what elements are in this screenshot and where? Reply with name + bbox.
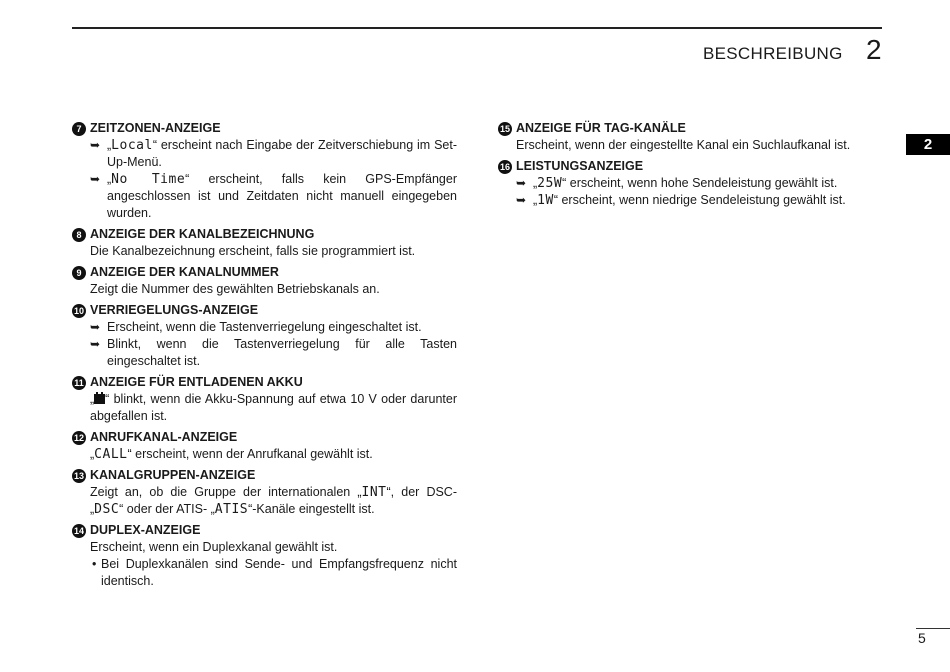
arrow-item — [72, 319, 457, 336]
left-column — [72, 120, 457, 594]
section-heading — [72, 226, 457, 243]
arrow-item — [72, 336, 457, 370]
battery-low-icon — [94, 394, 105, 404]
section-7 — [72, 120, 457, 222]
item-number-badge: 9 — [72, 266, 86, 280]
quote-open: „ — [533, 176, 538, 190]
body-text: “ erscheint, wenn der Anrufkanal gewählt ist. — [127, 447, 373, 461]
section-heading — [498, 120, 883, 137]
section-11 — [72, 374, 457, 425]
chapter-number: 2 — [866, 34, 882, 65]
heading-text: VERRIEGELUNGS-ANZEIGE — [90, 303, 259, 317]
right-column — [498, 120, 883, 213]
body-text: “, der DSC-„ — [90, 485, 457, 516]
section-title: BESCHREIBUNG — [703, 44, 843, 63]
arrow-item — [72, 137, 457, 171]
lcd-text: ATIS — [214, 502, 249, 517]
item-text — [533, 175, 883, 192]
lcd-text: INT — [361, 485, 387, 500]
section-heading — [72, 467, 457, 484]
section-13 — [72, 467, 457, 518]
body-text: Zeigt an, ob die Gruppe der internationalen „ — [90, 485, 362, 499]
quote-open: „ — [107, 172, 112, 186]
bullet-icon: • — [92, 557, 97, 571]
item-desc: “ erscheint nach Eingabe der Zeitverschiebung im Set-Up-Menü. — [107, 138, 457, 169]
section-heading — [72, 374, 457, 391]
arrow-item — [498, 175, 883, 192]
section-heading — [72, 522, 457, 539]
section-body: Zeigt die Nummer des gewählten Betriebskanals an. — [90, 282, 380, 296]
arrow-icon: ➥ — [516, 193, 527, 207]
section-14 — [72, 522, 457, 590]
body-text: “ oder der ATIS- „ — [119, 502, 215, 516]
item-number-badge: 13 — [73, 470, 84, 481]
quote-open: „ — [533, 193, 538, 207]
lcd-text: 25W — [537, 176, 563, 191]
bullet-item — [72, 556, 457, 590]
section-heading — [498, 158, 883, 175]
section-heading — [72, 264, 457, 281]
item-number-badge: 16 — [499, 161, 510, 172]
section-body — [72, 391, 457, 425]
arrow-item — [498, 192, 883, 209]
heading-text: ANZEIGE FÜR TAG-KANÄLE — [516, 121, 686, 135]
item-number-badge: 11 — [72, 376, 86, 390]
item-number-badge: 7 — [72, 122, 86, 136]
item-number-badge: 15 — [499, 123, 510, 134]
section-heading — [72, 429, 457, 446]
section-body: Die Kanalbezeichnung erscheint, falls sie programmiert ist. — [90, 244, 416, 258]
lcd-text: CALL — [94, 447, 128, 462]
chapter-tab: 2 — [906, 134, 950, 155]
heading-text: ZEITZONEN-ANZEIGE — [90, 121, 221, 135]
arrow-icon: ➥ — [90, 337, 101, 351]
section-16 — [498, 158, 883, 209]
heading-text: DUPLEX-ANZEIGE — [90, 523, 201, 537]
section-8 — [72, 226, 457, 260]
section-heading — [72, 302, 457, 319]
heading-text: ANZEIGE FÜR ENTLADENEN AKKU — [90, 375, 303, 389]
item-number-badge: 8 — [72, 228, 86, 242]
lcd-text: No Time — [111, 172, 186, 187]
item-text — [107, 137, 457, 171]
section-9 — [72, 264, 457, 298]
item-desc: “ erscheint, wenn hohe Sendeleistung gewählt ist. — [562, 176, 838, 190]
section-body: Erscheint, wenn ein Duplexkanal gewählt ist. — [90, 540, 338, 554]
item-text: Erscheint, wenn die Tastenverriegelung eingeschaltet ist. — [107, 320, 422, 334]
item-text — [107, 171, 457, 222]
item-number-badge: 10 — [73, 305, 84, 316]
heading-text: ANRUFKANAL-ANZEIGE — [90, 430, 238, 444]
item-number-badge: 12 — [73, 432, 84, 443]
item-desc: “ erscheint, falls kein GPS-Empfänger angeschlossen ist und Zeitdaten nicht manuell eingegeben wurden. — [107, 172, 457, 220]
lcd-text: Local — [111, 138, 153, 153]
heading-text: LEISTUNGSANZEIGE — [516, 159, 644, 173]
body-text: “ blinkt, wenn die Akku-Spannung auf etwa 10 V oder darunter abgefallen ist. — [90, 392, 457, 423]
section-body — [72, 446, 457, 463]
section-body: Erscheint, wenn der eingestellte Kanal ein Suchlaufkanal ist. — [516, 138, 851, 152]
arrow-icon: ➥ — [516, 176, 527, 190]
item-text: Bei Duplexkanälen sind Sende- und Empfangsfrequenz nicht identisch. — [101, 557, 457, 588]
heading-text: ANZEIGE DER KANALBEZEICHNUNG — [90, 227, 315, 241]
quote-open: „ — [90, 447, 95, 461]
section-12 — [72, 429, 457, 463]
item-desc: “ erscheint, wenn niedrige Sendeleistung gewählt ist. — [553, 193, 846, 207]
item-text — [533, 192, 883, 209]
page-number: 5 — [918, 630, 926, 646]
lcd-text: DSC — [94, 502, 120, 517]
page-number-rule — [916, 628, 950, 629]
section-heading — [72, 120, 457, 137]
section-body — [72, 484, 457, 518]
quote-open: „ — [90, 392, 95, 406]
quote-open: „ — [107, 138, 112, 152]
body-text: “-Kanäle eingestellt ist. — [248, 502, 375, 516]
arrow-icon: ➥ — [90, 138, 101, 152]
section-15 — [498, 120, 883, 154]
arrow-icon: ➥ — [90, 320, 101, 334]
section-10 — [72, 302, 457, 370]
arrow-item — [72, 171, 457, 222]
item-text: Blinkt, wenn die Tastenverriegelung für alle Tasten eingeschaltet ist. — [107, 337, 457, 368]
heading-text: KANALGRUPPEN-ANZEIGE — [90, 468, 256, 482]
heading-text: ANZEIGE DER KANALNUMMER — [90, 265, 279, 279]
item-number-badge: 14 — [73, 525, 84, 536]
header-rule — [72, 27, 882, 29]
lcd-text: 1W — [537, 193, 554, 208]
arrow-icon: ➥ — [90, 172, 101, 186]
